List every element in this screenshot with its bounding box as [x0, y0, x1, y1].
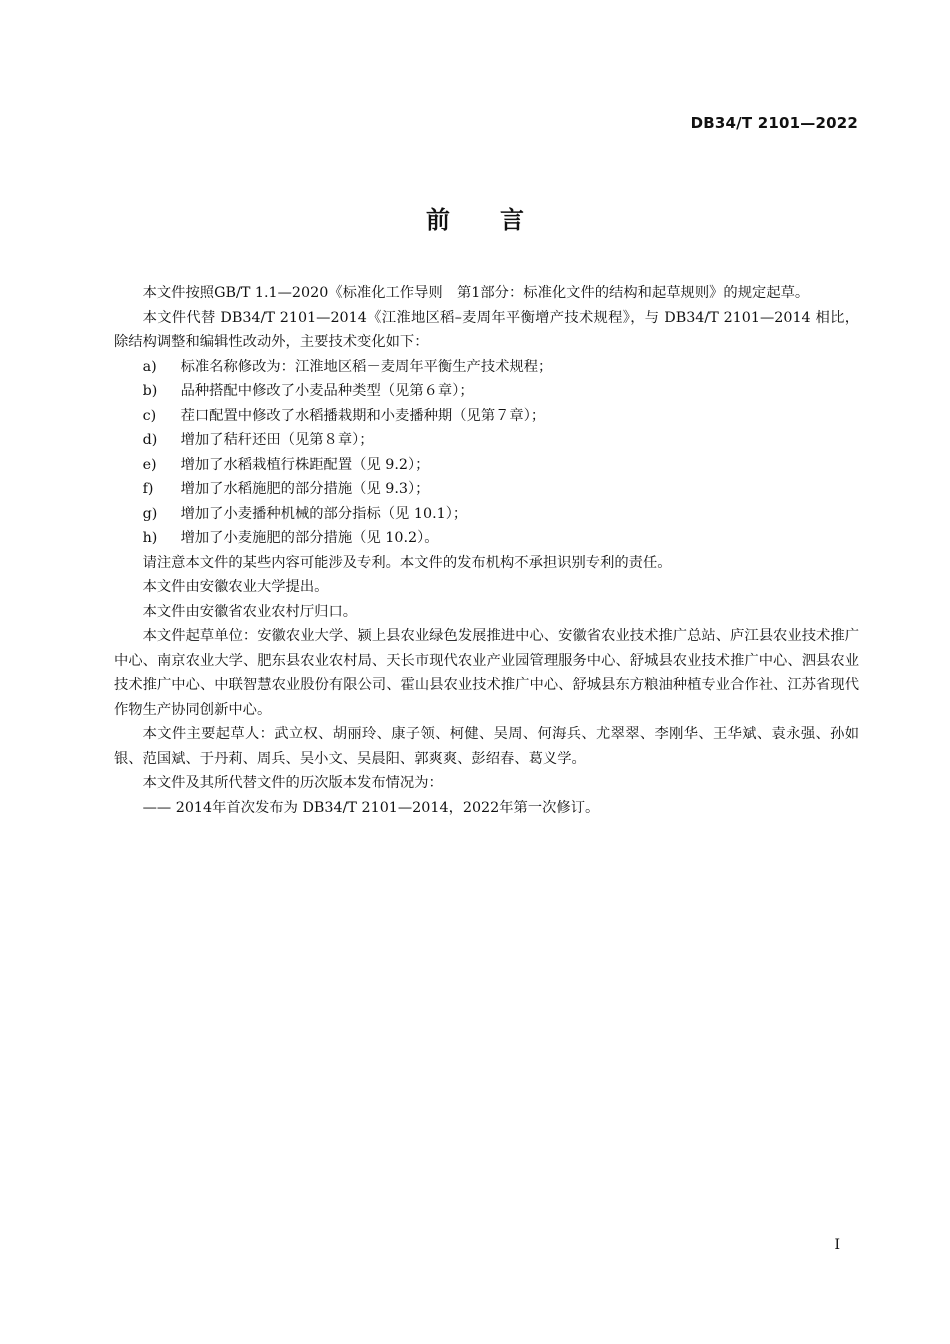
list-item-text: 增加了水稻施肥的部分措施（见 9.3）； [180, 481, 430, 497]
paragraph-drafters: 本文件主要起草人：武立权、胡丽玲、康子领、柯健、吴周、何海兵、尤翠翠、李刚华、王华斌、袁永强、孙如银、范国斌、于丹莉、周兵、吴小文、吴晨阳、郭爽爽、彭绍春、葛义学。 [114, 726, 859, 767]
list-item [114, 526, 859, 551]
list-item-label: e) [142, 456, 157, 473]
list-item [114, 355, 859, 380]
list-item [114, 379, 859, 404]
document-body [114, 281, 859, 820]
paragraph-proposer: 本文件由安徽农业大学提出。 [142, 579, 329, 595]
list-item [114, 428, 859, 453]
list-item-text: 增加了水稻栽植行株距配置（见 9.2）； [180, 456, 430, 473]
list-item [114, 453, 859, 478]
list-item-label: h) [142, 530, 158, 546]
paragraph-administrator: 本文件由安徽省农业农村厅归口。 [142, 603, 358, 620]
paragraph-version-entry: —— 2014年首次发布为 DB34/T 2101—2014，2022年第一次修订。 [142, 799, 600, 816]
list-item-label: c) [142, 407, 157, 424]
list-item-text: 增加了秸秆还田（见第８章）； [180, 432, 374, 448]
document-code: DB34/T 2101—2022 [690, 114, 858, 132]
list-item-label: d) [142, 432, 158, 448]
paragraph-drafting-units: 本文件起草单位：安徽农业大学、颍上县农业绿色发展推进中心、安徽省农业技术推广总站、庐江县农业技术推广中心、南京农业大学、肥东县农业农村局、天长市现代农业产业园管理服务中心、舒城县农业技术推广中心、泗县农业技术推广中心、中联智慧农业股份有限公司、霍山县农业技术推广中心、舒城县东方粮油种植专业合作社、江苏省现代作物生产协同创新中心。 [114, 628, 859, 718]
paragraph-drafting-rules: 本文件按照GB/T 1.1—2020《标准化工作导则 第1部分：标准化文件的结构和起草规则》的规定起草。 [142, 285, 810, 301]
paragraph-patent-notice: 请注意本文件的某些内容可能涉及专利。本文件的发布机构不承担识别专利的责任。 [142, 554, 672, 571]
list-item [114, 477, 859, 502]
list-item-text: 茬口配置中修改了水稻播栽期和小麦播种期（见第７章）； [180, 407, 546, 424]
list-item [114, 502, 859, 527]
page-number: I [834, 1237, 840, 1253]
list-item-text: 增加了小麦播种机械的部分指标（见 10.1）； [180, 505, 468, 522]
list-item-text: 标准名称修改为：江淮地区稻－麦周年平衡生产技术规程； [180, 358, 553, 375]
list-item-text: 品种搭配中修改了小麦品种类型（见第６章）； [180, 383, 474, 399]
list-item-text: 增加了小麦施肥的部分措施（见 10.2）。 [180, 530, 439, 546]
list-item [114, 404, 859, 429]
paragraph-replacement: 本文件代替 DB34/T 2101—2014《江淮地区稻–麦周年平衡增产技术规程》，与 DB34/T 2101—2014 相比，除结构调整和编辑性改动外，主要技术变化如下： [114, 309, 859, 350]
page-title: 前言 [426, 206, 574, 234]
list-item-label: a) [142, 358, 157, 375]
list-item-label: g) [142, 505, 158, 522]
paragraph-version-history: 本文件及其所代替文件的历次版本发布情况为： [142, 775, 443, 791]
list-item-label: b) [142, 383, 158, 399]
list-item-label: f) [142, 481, 154, 497]
